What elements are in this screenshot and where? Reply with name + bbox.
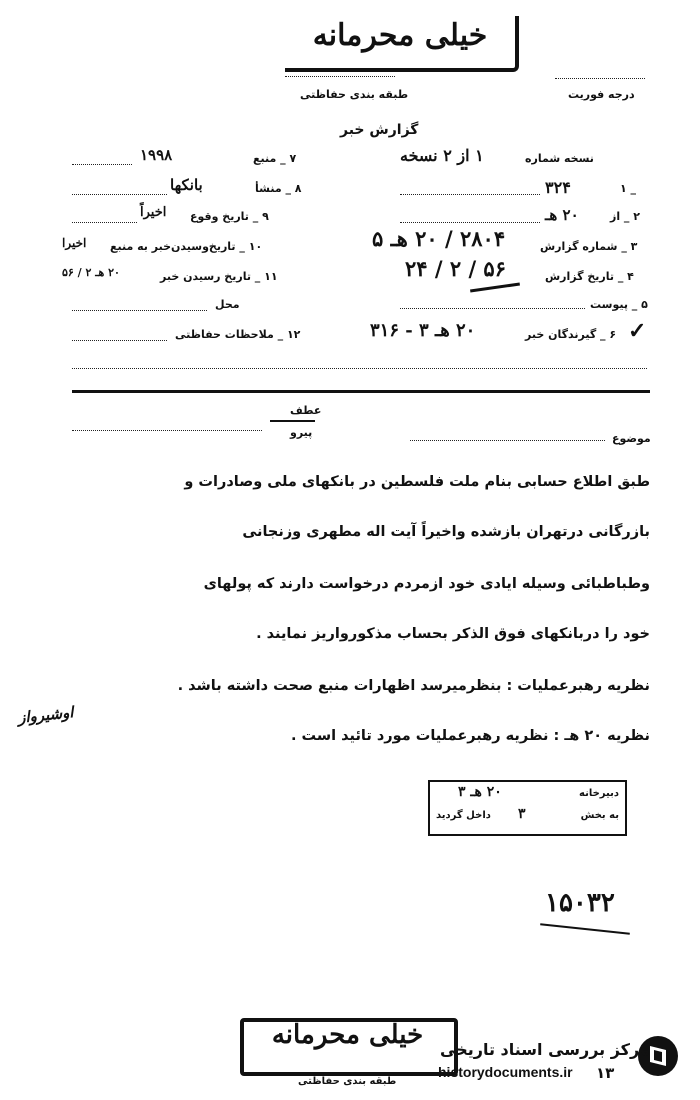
dotted-line: [72, 164, 132, 165]
receipt-box: [428, 780, 627, 836]
classification-label: طبقه بندی حفاظتی: [300, 88, 409, 101]
field-value: ۳۲۴: [545, 178, 571, 197]
field-label: ۱ _: [620, 182, 637, 195]
field-value: ۲۴ / ۲ / ۵۶: [405, 256, 506, 281]
dotted-line: [555, 78, 645, 79]
field-value: بانکها: [170, 176, 203, 194]
reference-label-bottom: پیرو: [290, 426, 313, 439]
dotted-line: [410, 440, 605, 441]
dotted-line: [400, 222, 540, 223]
underline-mark: [470, 283, 520, 293]
fraction-line: [270, 420, 315, 422]
classification-stamp-text: خیلی محرمانه: [312, 18, 488, 53]
dotted-line: [72, 340, 167, 341]
field-value: ۱۹۹۸: [140, 146, 173, 164]
body-line: طبق اطلاع حسابی بنام ملت فلسطین در بانکهای ملی وصادرات و: [184, 474, 650, 490]
page-number: ۱۳: [596, 1064, 615, 1082]
field-label: ۱۰ _ تاریخ‌وسیدن‌خبر به منبع: [110, 240, 263, 253]
field-label: ۱۱ _ تاریخ رسیدن خبر: [160, 270, 278, 283]
field-label: ۱۲ _ ملاحظات حفاظتی: [175, 328, 301, 341]
field-value: ۱ از ۲ نسخه: [400, 146, 484, 165]
field-label: ۲ _ از: [610, 210, 640, 223]
dotted-line: [72, 310, 207, 311]
field-value: ۲۰ هـ ۲ / ۵۶: [62, 266, 120, 279]
underline-mark: [540, 923, 630, 934]
receipt-line1-label: دبیرخانه: [579, 788, 619, 799]
field-value: ۲۸۰۴ / ۲۰ هـ ۵: [372, 226, 506, 251]
watermark-url: historydocuments.ir: [438, 1064, 573, 1080]
field-value: ۲۰ هـ ۳ - ۳۱۶: [370, 320, 476, 341]
field-label: محل: [215, 298, 240, 311]
dotted-line: [72, 430, 262, 431]
body-line: بازرگانی درتهران بازشده واخیراً آیت اله مطهری وزنجانی: [242, 524, 650, 540]
classification-label: طبقه بندی حفاظتی: [298, 1076, 397, 1087]
dotted-line: [285, 76, 395, 77]
operations-leader-note: نظریه رهبرعملیات : بنظرمیرسد اظهارات منبع صحت داشته باشد .: [177, 678, 650, 694]
field-label: ۸ _ منشأ: [255, 182, 302, 195]
field-value: اخیراً: [140, 205, 167, 220]
field-label: ۴ _ تاریخ گزارش: [545, 270, 634, 283]
handwritten-number: ۱۵۰۳۲: [545, 888, 615, 918]
body-line: خود را دربانکهای فوق الذکر بحساب مذکورواریز نمایند .: [256, 626, 650, 642]
dotted-line: [400, 308, 585, 309]
dotted-line: [400, 194, 540, 195]
report-title: گزارش خبر: [340, 122, 419, 138]
field-label: نسخه شماره: [525, 152, 594, 165]
checkmark-icon: ✓: [628, 318, 647, 344]
field-label: ۳ _ شماره گزارش: [540, 240, 638, 253]
dotted-line: [72, 194, 167, 195]
body-line: وطباطبائی وسیله ایادی خود ازمردم درخواست دارند که پولهای: [203, 576, 650, 592]
reference-label-top: عطف: [290, 404, 322, 417]
receipt-line1-value: ۲۰ هـ ۳: [458, 784, 502, 800]
field-label: ۶ _ گیرندگان خبر: [525, 328, 617, 341]
dotted-separator: [72, 368, 647, 369]
receipt-line2-label: به بخش: [580, 810, 619, 821]
field-value: اخیرا: [62, 236, 87, 250]
department-note: نظریه ۲۰ هـ : نظریه رهبرعملیات مورد تائید است .: [290, 728, 650, 744]
field-label: ۵ _ پیوست: [590, 298, 648, 311]
field-label: ۷ _ منبع: [253, 152, 297, 165]
field-value: ۲۰ هـ: [545, 206, 579, 224]
subject-label: موضوع: [612, 432, 651, 445]
margin-signature: اوشیرواز: [17, 703, 75, 727]
classification-stamp-text: خیلی محرمانه: [271, 1020, 424, 1050]
field-label: ۹ _ تاریخ وقوع: [190, 210, 269, 223]
watermark-name: مرکز بررسی اسناد تاریخی: [440, 1040, 650, 1059]
receipt-line2-suffix: داخل گردید: [436, 810, 491, 821]
priority-label: درجه فوریت: [568, 88, 635, 101]
horizontal-rule: [72, 390, 650, 393]
dotted-line: [72, 222, 137, 223]
receipt-line2-value: ۳: [518, 806, 526, 822]
